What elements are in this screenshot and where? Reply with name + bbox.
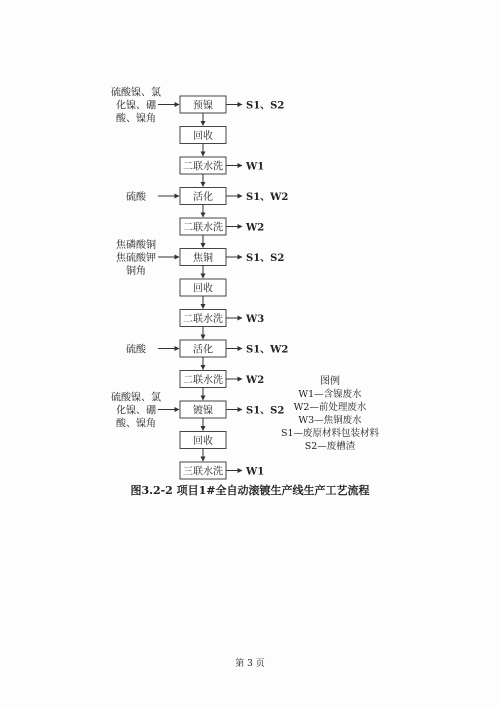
process-step-label: 回收 [193, 436, 213, 447]
legend-item-w1: W1—含镍废水 [298, 389, 362, 400]
process-step-label: 回收 [193, 131, 213, 142]
output-label: W2 [246, 222, 265, 234]
process-step-label: 二联水洗 [183, 222, 223, 234]
output-label: S1、S2 [246, 100, 285, 112]
output-label: S1、W2 [246, 192, 289, 203]
input-label-line: 铜角 [126, 266, 146, 277]
input-label-line: 硫酸 [126, 344, 146, 356]
process-step-label: 焦铜 [193, 253, 213, 264]
process-step-label: 回收 [193, 283, 213, 295]
legend [281, 374, 380, 452]
output-label: W2 [246, 375, 265, 386]
output-label: W1 [246, 161, 265, 173]
process-step-label: 镀镍 [193, 405, 213, 417]
input-label-line: 硫酸镍、氯 [111, 392, 161, 404]
input-label-line: 化镍、硼 [116, 100, 156, 112]
legend-item-w2: W2—前处理废水 [293, 402, 367, 413]
input-label-line: 酸、镍角 [116, 113, 156, 125]
process-step-label: 预镍 [193, 100, 213, 112]
input-label-line: 酸、镍角 [116, 418, 156, 430]
figure-caption: 图3.2-2 项目1#全自动滚镀生产线生产工艺流程 [130, 484, 370, 497]
legend-item-w3: W3—焦铜废水 [298, 415, 362, 426]
process-step-label: 活化 [193, 344, 213, 356]
output-label: S1、W2 [246, 344, 289, 356]
output-label: S1、S2 [246, 405, 285, 417]
legend-title: 图例 [320, 376, 340, 387]
page-number: 第 3 页 [235, 659, 265, 669]
input-label-line: 焦磷酸铜 [116, 240, 156, 251]
legend-item-s2: S2—废槽渣 [304, 441, 356, 452]
input-label-line: 化镍、硼 [116, 405, 156, 417]
input-label-line: 硫酸 [126, 192, 146, 203]
process-step-label: 二联水洗 [183, 161, 223, 173]
input-label-line: 硫酸镍、氯 [111, 87, 161, 99]
process-step-label: 二联水洗 [183, 375, 223, 386]
output-label: W1 [246, 466, 265, 478]
output-label: S1、S2 [246, 253, 285, 264]
process-step-label: 活化 [193, 192, 213, 203]
output-label: W3 [246, 314, 265, 325]
input-label-line: 焦硫酸钾 [116, 253, 156, 264]
process-step-label: 二联水洗 [183, 314, 223, 325]
legend-item-s1: S1—废原材料包装材料 [280, 428, 380, 439]
process-step-label: 三联水洗 [183, 466, 223, 478]
